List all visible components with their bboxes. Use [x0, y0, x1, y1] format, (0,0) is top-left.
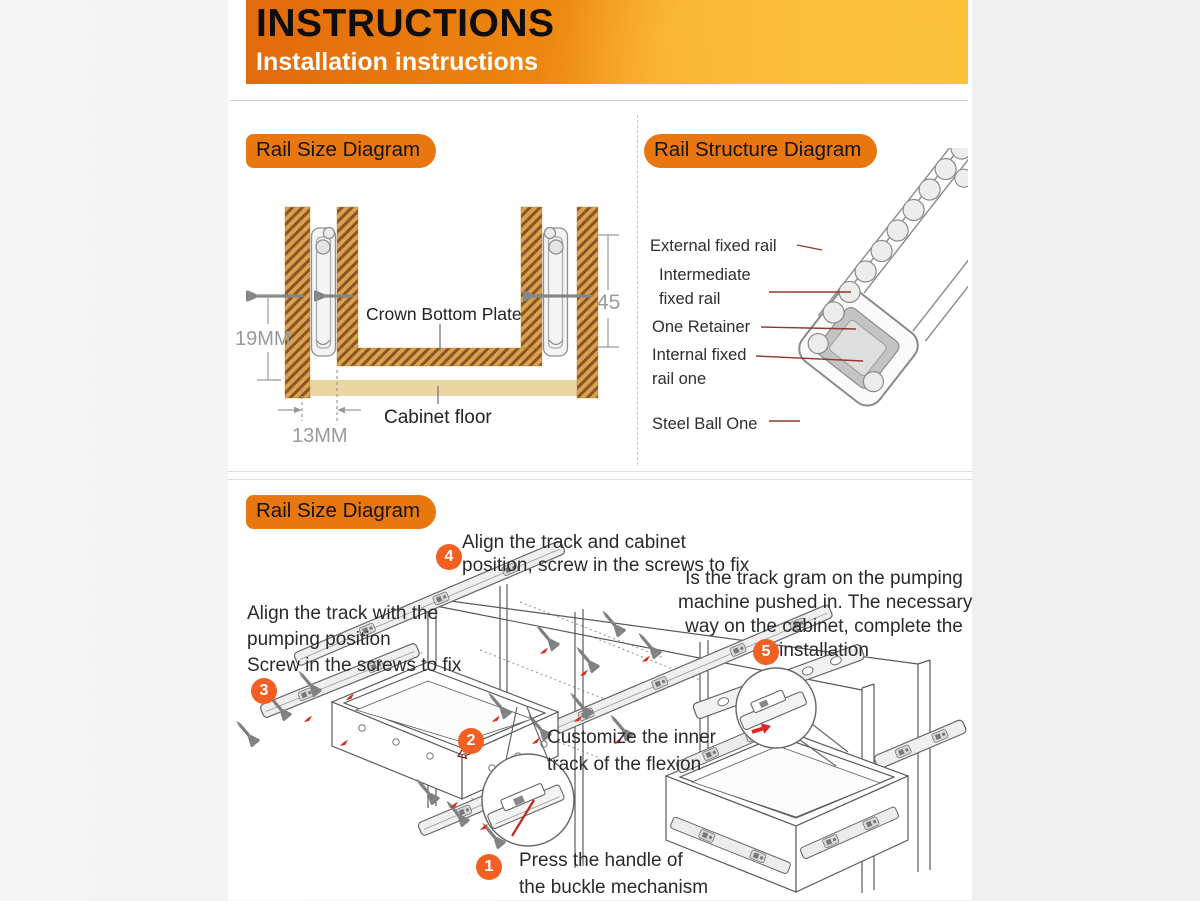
intermediate-fixed-rail-label: [659, 263, 751, 311]
header-banner: [246, 0, 968, 84]
steel-ball-one-label: Steel Ball One: [652, 415, 758, 433]
page-title: INSTRUCTIONS: [256, 2, 555, 45]
intermediate-line2: fixed rail: [659, 290, 721, 308]
step-2-marker: 2: [458, 728, 484, 754]
installation-heading: Rail Size Diagram: [246, 495, 436, 529]
step-2-caption: [547, 724, 716, 778]
cabinet-floor-bar: [310, 380, 577, 396]
step-1-line1: Press the handle of: [519, 850, 683, 871]
header-divider: [230, 100, 968, 101]
rail-right-post: [873, 719, 967, 769]
step-1-caption: [519, 847, 708, 901]
step-3-line2: pumping position: [247, 629, 391, 650]
internal-fixed-rail-label: [652, 343, 746, 391]
step-5-caption: [678, 567, 973, 663]
intermediate-line1: Intermediate: [659, 266, 751, 284]
one-retainer-label: One Retainer: [652, 318, 751, 336]
dim-19mm: 19MM: [235, 328, 291, 350]
telescopic-rail-3d: [791, 148, 968, 412]
step-4-line2: position, screw in the screws to fix: [462, 555, 750, 576]
internal-line2: rail one: [652, 370, 707, 388]
rail-structure-heading: Rail Structure Diagram: [644, 134, 877, 168]
dim-45: 45: [597, 291, 621, 314]
step-4-line1: Align the track and cabinet: [462, 532, 686, 553]
step-3-line3: Screw in the screws to fix: [247, 655, 462, 676]
crown-bottom-plate-label: Crown Bottom Plate: [366, 304, 522, 324]
internal-line1: Internal fixed: [652, 346, 747, 364]
section-divider-top: [228, 471, 972, 472]
step-5-marker: 5: [753, 639, 779, 665]
step-3-line1: Align the track with the: [247, 603, 439, 624]
section-divider-bottom: [228, 479, 972, 480]
step-1-line2: the buckle mechanism: [519, 877, 709, 898]
rail-size-heading-pill: [246, 134, 436, 168]
step-2-line2: track of the flexion: [547, 754, 702, 775]
page-subtitle: Installation instructions: [256, 48, 538, 76]
external-fixed-rail-label: External fixed rail: [650, 237, 777, 255]
step-5-line1: Is the track gram on the pumping: [685, 568, 963, 589]
step-5-line4: installation: [779, 640, 869, 661]
step-2-line1: Customize the inner: [547, 727, 716, 748]
step-5-line2: machine pushed in. The necessary: [678, 592, 973, 613]
dim-13mm: 13MM: [292, 425, 348, 447]
step-1-marker: 1: [476, 854, 502, 880]
step-3-marker: 3: [251, 678, 277, 704]
step-5-line3: way on the cabinet, complete the: [685, 616, 963, 637]
drawer-slide-right: [544, 228, 568, 357]
step-4-marker: 4: [436, 544, 462, 570]
step-3-caption: [247, 601, 461, 679]
rail-size-heading: Rail Size Diagram: [246, 134, 436, 168]
cabinet-floor-label: Cabinet floor: [384, 407, 492, 428]
